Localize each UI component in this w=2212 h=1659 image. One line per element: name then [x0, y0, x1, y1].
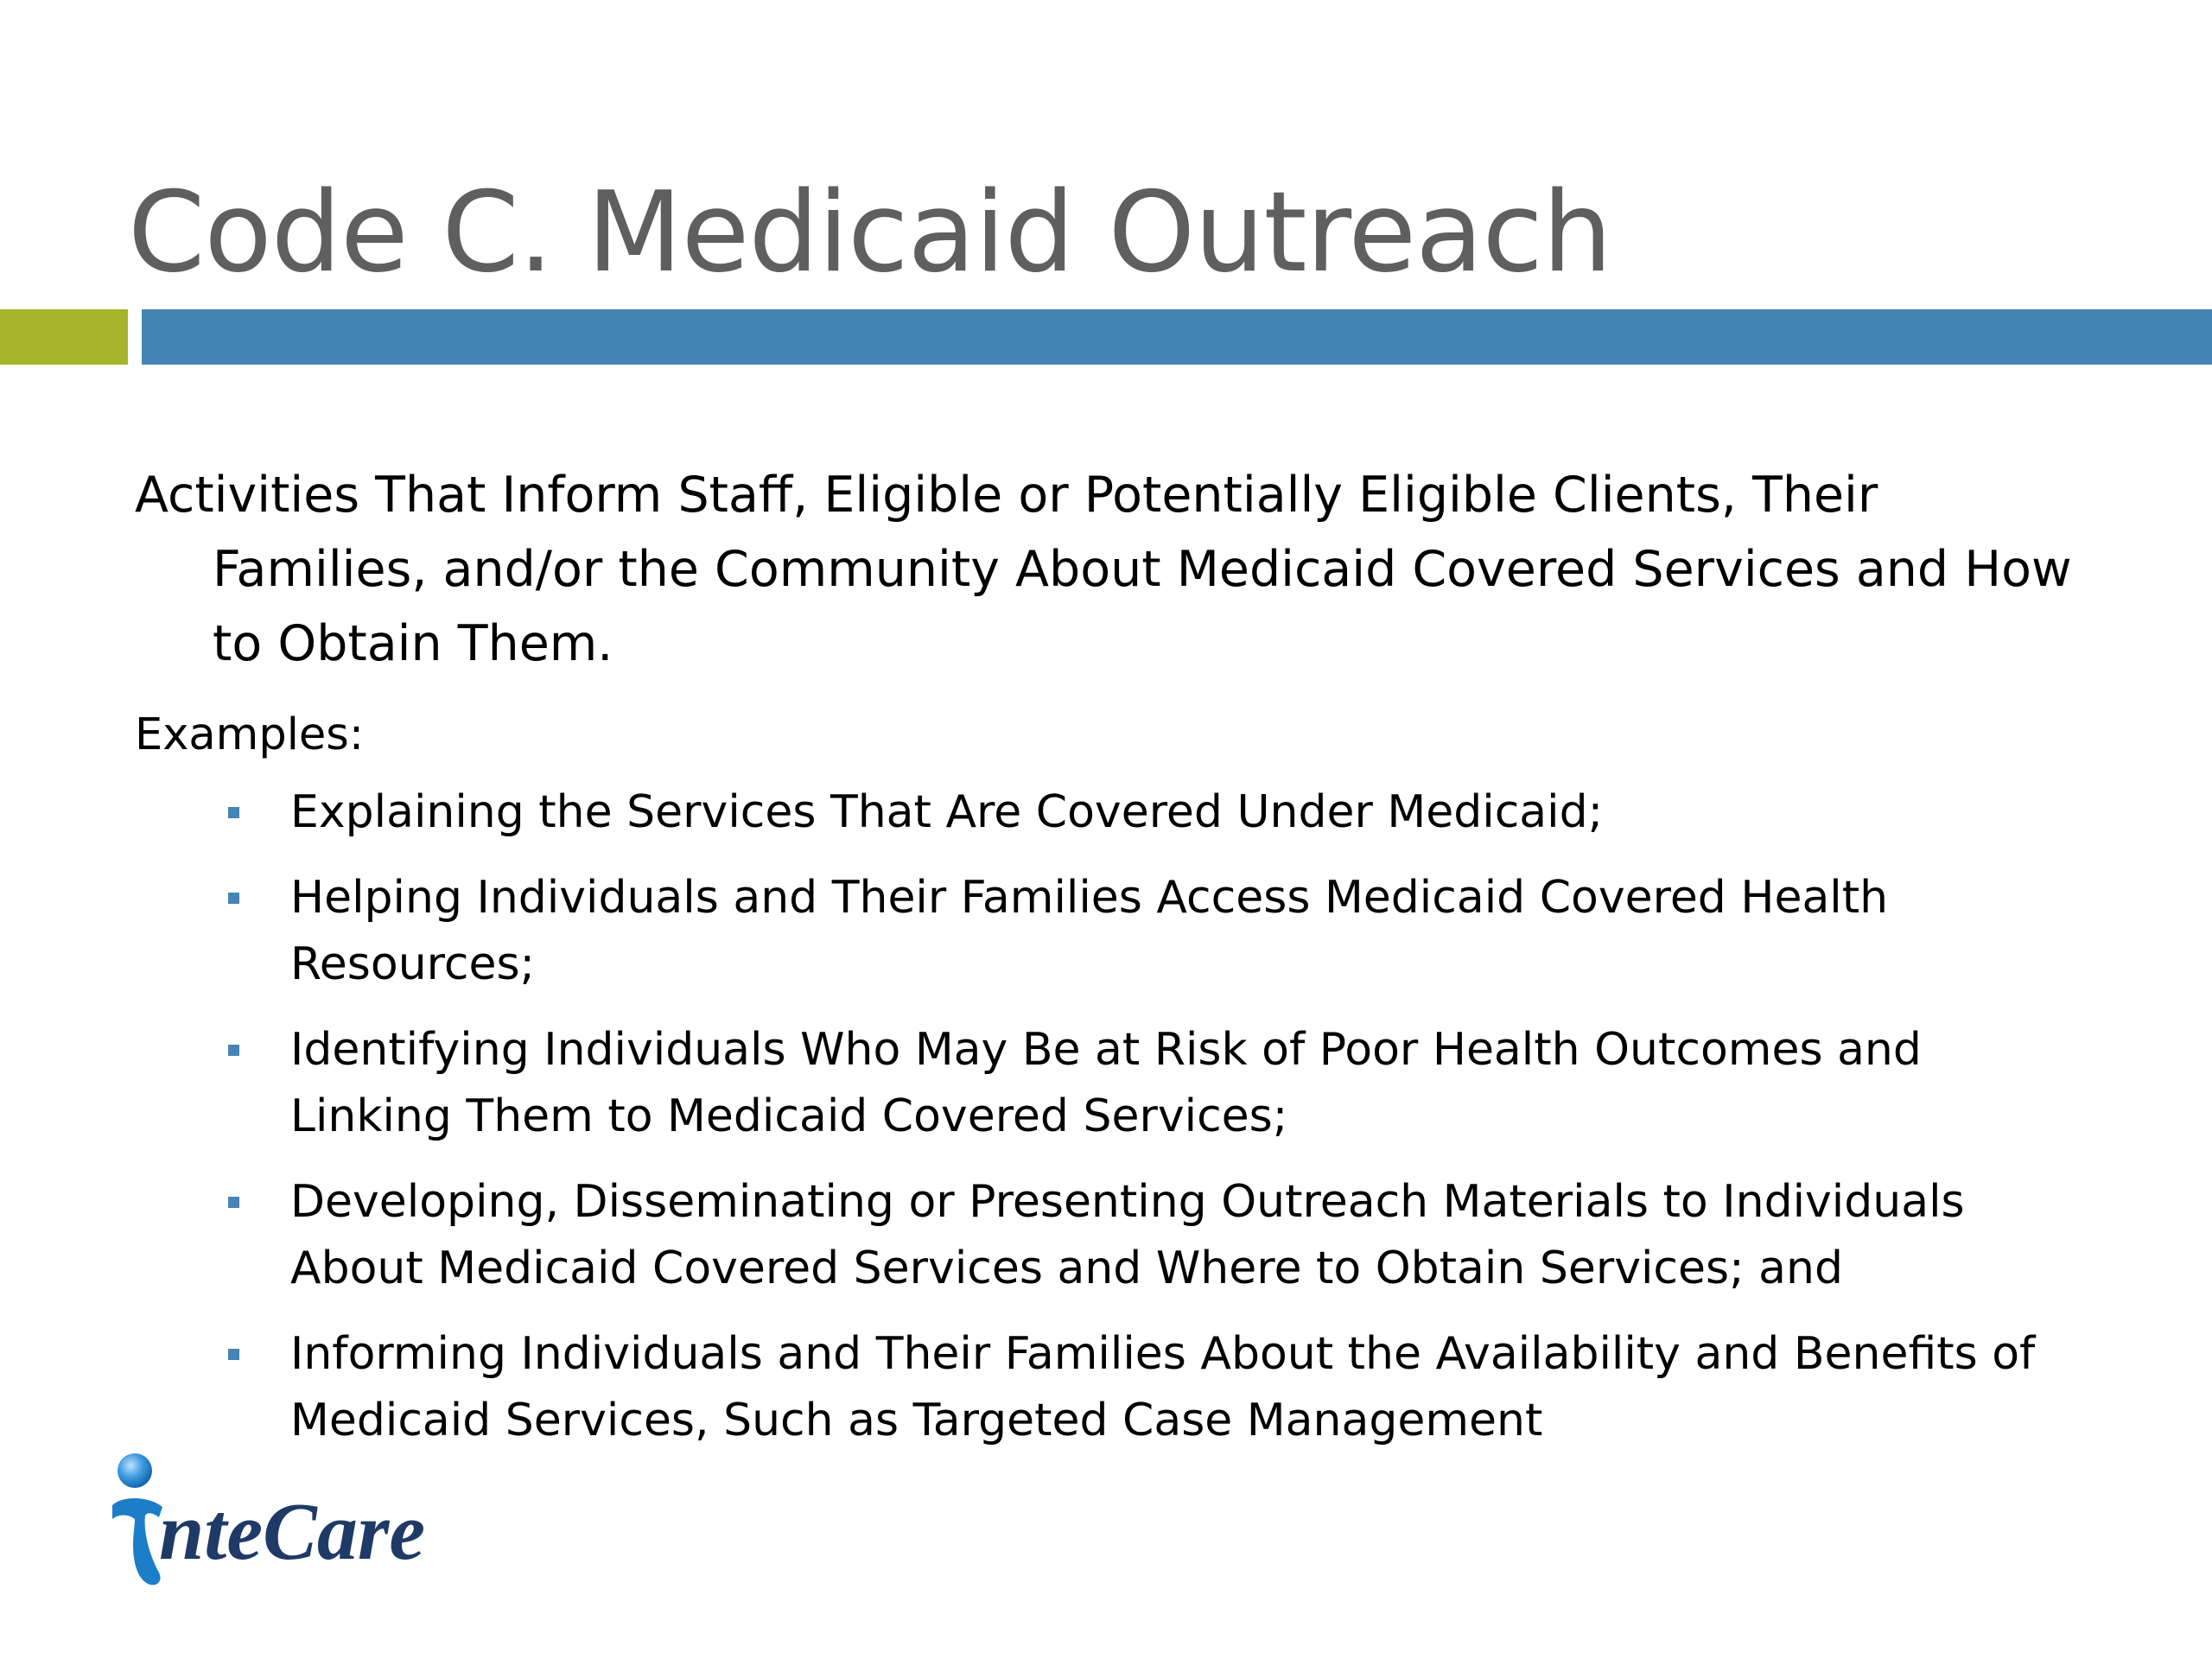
logo-head — [118, 1453, 152, 1488]
intro-paragraph: Activities That Inform Staff, Eligible or Potentially Eligible Clients, Their Families, and/or the Community About Medicaid Covered Services and How to Obtain Them. — [135, 467, 2072, 672]
slide-body — [135, 458, 2079, 1473]
title-rule-bar — [142, 309, 2212, 365]
square-bullet-icon — [228, 1045, 239, 1056]
square-bullet-icon — [228, 807, 239, 818]
square-bullet-icon — [228, 893, 239, 904]
logo-body — [112, 1498, 162, 1585]
intecare-logo — [109, 1452, 454, 1590]
examples-label: Examples: — [135, 709, 365, 760]
slide-title: Code C. Medicaid Outreach — [128, 168, 1611, 297]
example-text: Developing, Disseminating or Presenting Outreach Materials to Individuals About Medicaid Covered Services and Where to Obtain Services; and — [290, 1176, 1965, 1294]
example-text: Informing Individuals and Their Families About the Availability and Benefits of Medicaid Services, Such as Targeted Case Management — [290, 1328, 2036, 1446]
example-text: Identifying Individuals Who May Be at Risk of Poor Health Outcomes and Linking Them to Medicaid Covered Services; — [290, 1024, 1922, 1142]
example-item — [135, 865, 2079, 998]
title-accent-bar — [0, 309, 128, 365]
examples-list — [135, 779, 2079, 1454]
square-bullet-icon — [228, 1197, 239, 1208]
square-bullet-icon — [228, 1349, 239, 1360]
example-item — [135, 1321, 2079, 1454]
example-text: Explaining the Services That Are Covered Under Medicaid; — [290, 786, 1604, 838]
example-item — [135, 779, 2079, 846]
example-item — [135, 1169, 2079, 1302]
example-text: Helping Individuals and Their Families Access Medicaid Covered Health Resources; — [290, 872, 1889, 990]
logo-wordmark: nteCare — [159, 1487, 426, 1577]
example-item — [135, 1017, 2079, 1150]
